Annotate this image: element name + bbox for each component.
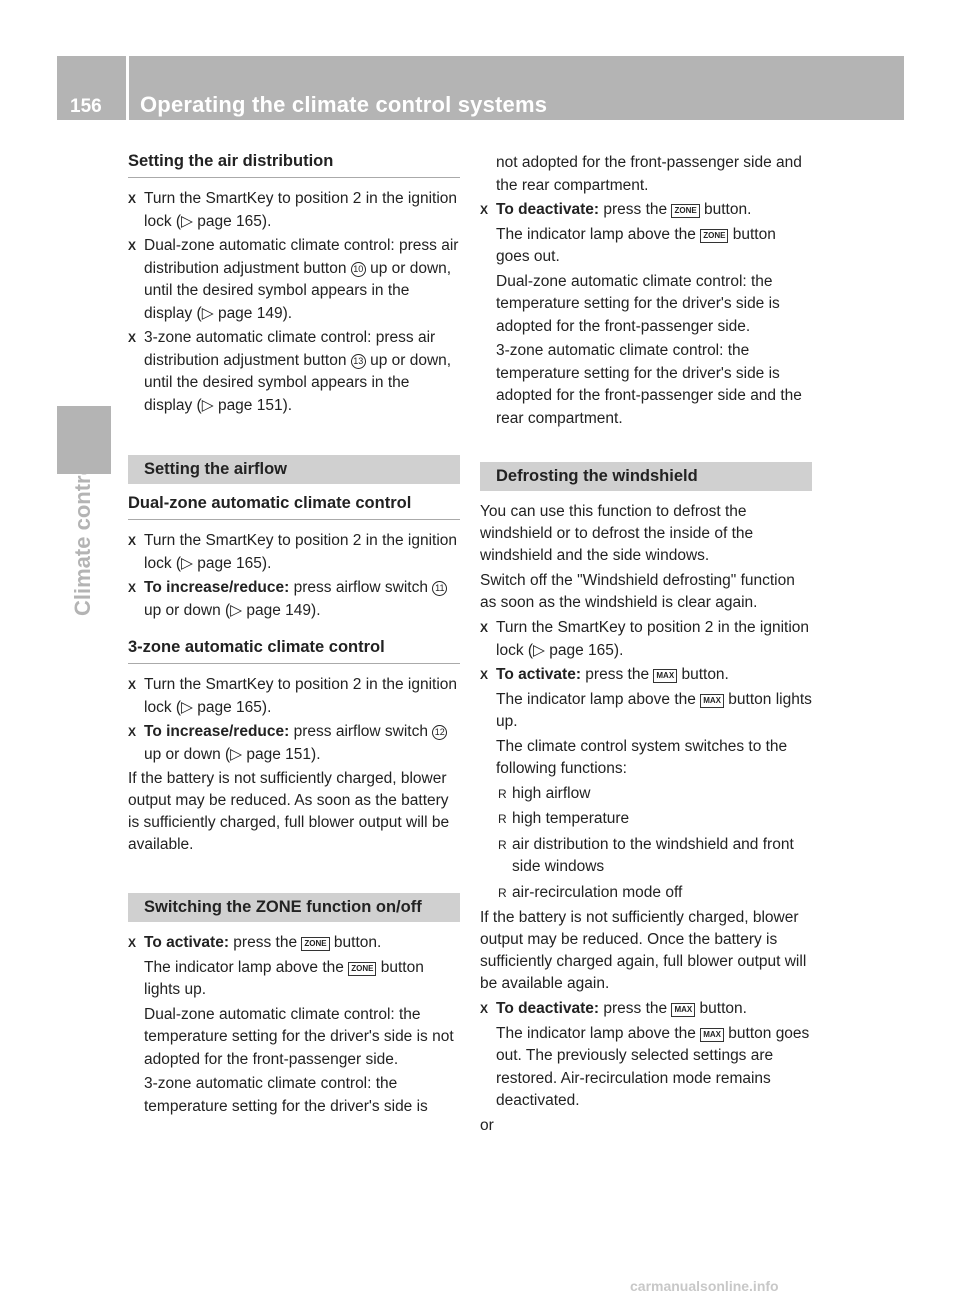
page-number: 156	[70, 96, 102, 117]
list-item: R high temperature	[480, 808, 812, 831]
list-item: R air-recirculation mode off	[480, 882, 812, 905]
defrost-button-icon: MAX	[700, 694, 724, 708]
indicator-text: The indicator lamp above the ZONE button goes out.	[496, 225, 776, 265]
air-distribution-heading: Setting the air distribution	[128, 152, 460, 178]
zone-button-icon: ZONE	[348, 962, 376, 976]
battery-note: If the battery is not sufficiently charged, blower output may be reduced. As soon as the battery is sufficiently charged, full blower output will be available.	[128, 770, 450, 853]
indicator-text: The indicator lamp above the ZONE button lights up.	[144, 958, 424, 998]
zone-deact-three: 3-zone automatic climate control: the temperature setting for the driver's side is adopted for the front-passenger side and the rear compartment.	[496, 342, 802, 427]
zone-button-icon: ZONE	[301, 937, 329, 951]
dual-zone-heading: Dual-zone automatic climate control	[128, 494, 460, 520]
step-arrow-icon: X	[480, 203, 489, 217]
zone-button-icon: ZONE	[671, 204, 699, 218]
list-item: R high airflow	[480, 783, 812, 806]
left-column	[128, 152, 460, 1120]
step-item: X To deactivate: press the MAX button.	[480, 998, 812, 1021]
bullet-icon: R	[498, 786, 507, 801]
button-11-icon: 11	[432, 581, 447, 596]
step-item: X To increase/reduce: press airflow switch 11 up or down (▷ page 149).	[128, 577, 460, 622]
indicator-text: The indicator lamp above the MAX button lights up.	[496, 690, 812, 730]
step-arrow-icon: X	[128, 331, 137, 345]
step-arrow-icon: X	[128, 678, 137, 692]
zone-button-icon: ZONE	[700, 229, 728, 243]
step-arrow-icon: X	[128, 534, 137, 548]
zone-heading: Switching the ZONE function on/off	[128, 893, 460, 922]
step-arrow-icon: X	[128, 581, 137, 595]
or-text: or	[480, 1116, 494, 1134]
battery-note: If the battery is not sufficiently charged, blower output may be reduced. Once the battery is sufficiently charged again, full blower output will be available again.	[480, 909, 807, 992]
step-arrow-icon: X	[480, 668, 489, 682]
list-item: R air distribution to the windshield and front side windows	[498, 835, 794, 875]
step-item: X To activate: press the MAX button.	[480, 664, 812, 687]
step-item: X Turn the SmartKey to position 2 in the ignition lock (▷ page 165).	[128, 676, 458, 716]
step-item: X 3-zone automatic climate control: press air distribution adjustment button 13 up or down, until the desired symbol appears in the display (▷ page 151).	[128, 329, 452, 414]
step-item: X Dual-zone automatic climate control: press air distribution adjustment button 10 up or down, until the desired symbol appears in the display (▷ page 149).	[128, 237, 459, 322]
step-arrow-icon: X	[128, 239, 137, 253]
step-item: X Turn the SmartKey to position 2 in the ignition lock (▷ page 165).	[480, 619, 810, 659]
step-arrow-icon: X	[128, 725, 137, 739]
indicator-text: The indicator lamp above the MAX button goes out. The previously selected settings are restored. Air-recirculation mode remains deactivated.	[496, 1024, 810, 1109]
defrost-system: The climate control system switches to the following functions:	[496, 737, 788, 777]
step-item: X To deactivate: press the ZONE button.	[480, 199, 812, 222]
step-item: X To increase/reduce: press airflow switch 12 up or down (▷ page 151).	[128, 721, 460, 766]
airflow-heading: Setting the airflow	[128, 455, 460, 484]
button-10-icon: 10	[351, 262, 366, 277]
zone-three-cont: not adopted for the front-passenger side and the rear compartment.	[496, 154, 802, 194]
zone-deact-dual: Dual-zone automatic climate control: the temperature setting for the driver's side is adopted for the front-passenger side.	[496, 272, 780, 335]
step-arrow-icon: X	[128, 192, 137, 206]
right-column	[480, 152, 812, 1140]
bullet-icon: R	[498, 837, 507, 852]
zone-three-text: 3-zone automatic climate control: the temperature setting for the driver's side is	[144, 1075, 428, 1115]
step-arrow-icon: X	[128, 936, 137, 950]
page-title: Operating the climate control systems	[140, 92, 548, 117]
defrost-button-icon: MAX	[671, 1003, 695, 1017]
defrost-switch-off: Switch off the "Windshield defrosting" function as soon as the windshield is clear again.	[480, 572, 795, 611]
zone-dual-text: Dual-zone automatic climate control: the temperature setting for the driver's side is not adopted for the front-passenger side.	[144, 1005, 454, 1068]
step-arrow-icon: X	[480, 1002, 489, 1016]
bullet-icon: R	[498, 812, 507, 826]
step-item: X Turn the SmartKey to position 2 in the ignition lock (▷ page 165).	[128, 532, 458, 572]
defrost-button-icon: MAX	[700, 1028, 724, 1042]
defrost-heading: Defrosting the windshield	[480, 462, 812, 491]
button-13-icon: 13	[351, 354, 366, 369]
step-arrow-icon: X	[480, 621, 489, 635]
defrost-intro: You can use this function to defrost the windshield or to defrost the inside of the windshield and the side windows.	[480, 503, 754, 564]
bullet-icon: R	[498, 885, 507, 900]
header-divider	[126, 56, 129, 120]
defrost-button-icon: MAX	[653, 669, 677, 683]
step-item: X To activate: press the ZONE button.	[128, 932, 460, 955]
button-12-icon: 12	[432, 725, 447, 740]
step-item: X Turn the SmartKey to position 2 in the ignition lock (▷ page 165).	[128, 190, 458, 230]
three-zone-heading: 3-zone automatic climate control	[128, 638, 460, 664]
watermark: carmanualsonline.info	[630, 1278, 779, 1294]
